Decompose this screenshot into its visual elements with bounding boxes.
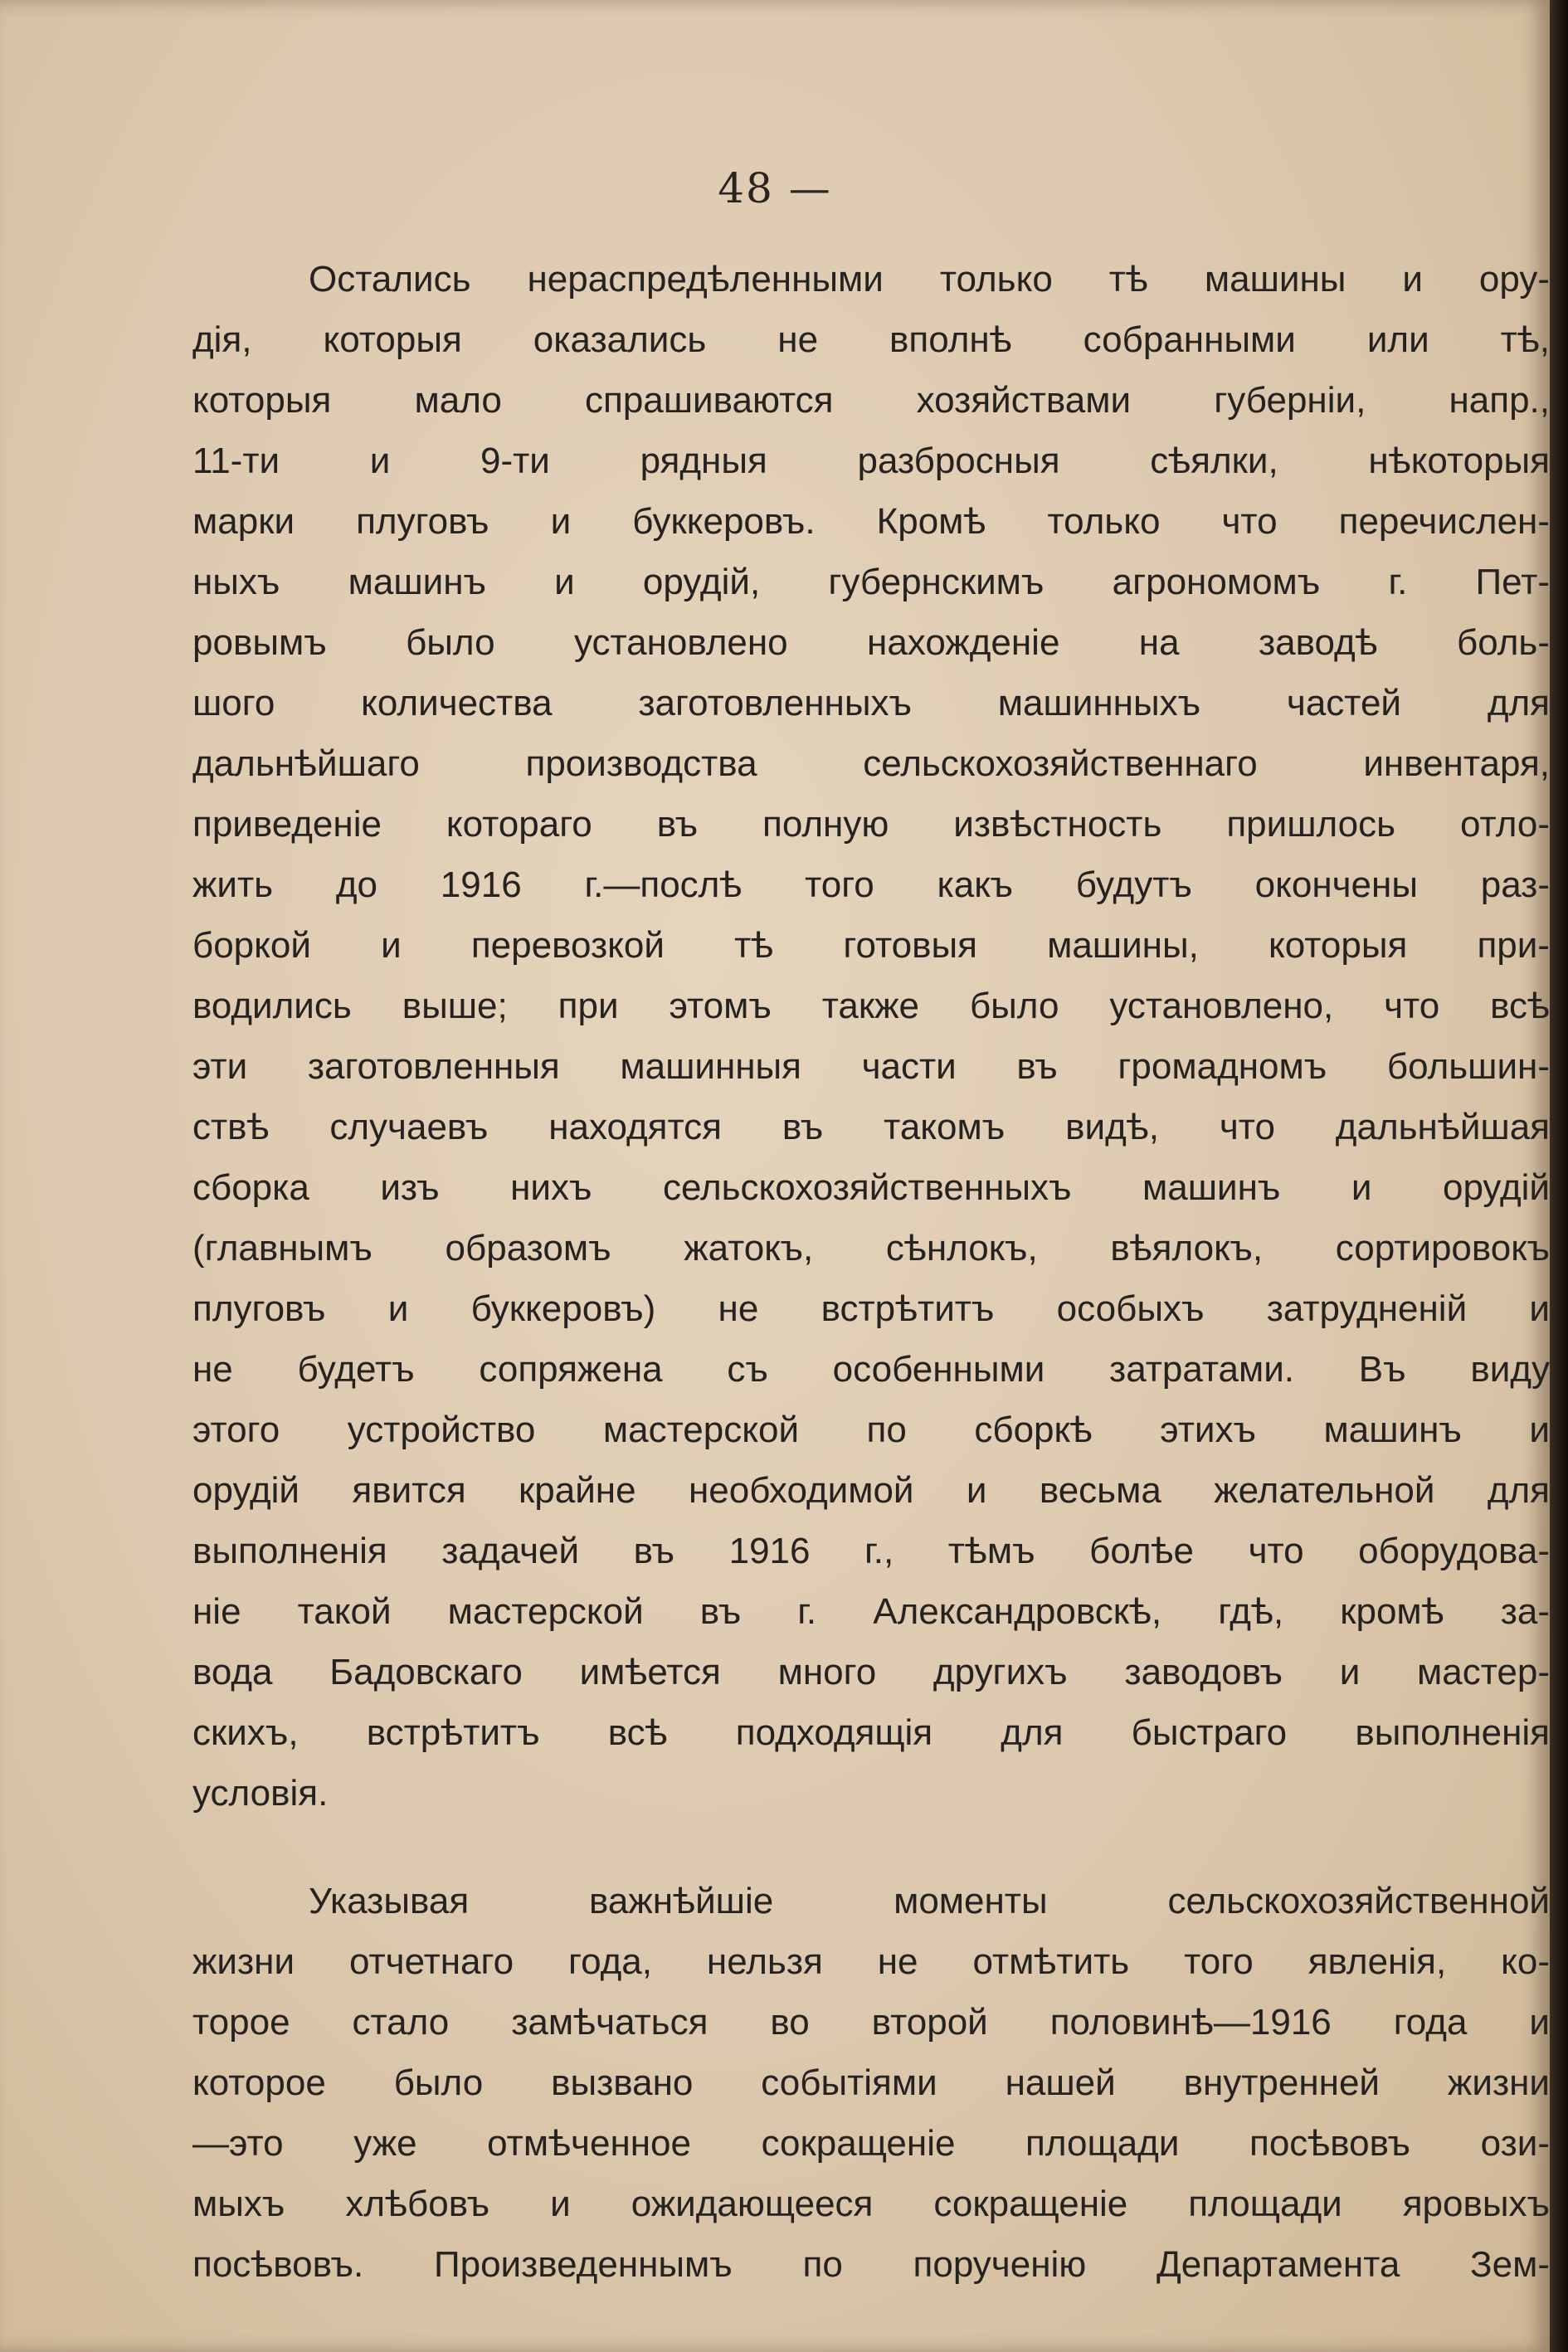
text-line: орудій явится крайне необходимой и весьма желательной для — [192, 1470, 1550, 1511]
text-line: (главнымъ образомъ жатокъ, сѣнлокъ, вѣялокъ, сортировокъ — [192, 1228, 1550, 1269]
page-number: 48 — — [718, 164, 832, 212]
text-line: вода Бадовскаго имѣется много другихъ заводовъ и мастер- — [192, 1652, 1550, 1692]
text-line: Остались нераспредѣленными только тѣ машины и ору- — [309, 259, 1550, 299]
text-line: шого количества заготовленныхъ машинныхъ частей для — [192, 683, 1550, 723]
text-line: —это уже отмѣченное сокращеніе площади посѣвовъ ози- — [192, 2123, 1550, 2164]
text-line: марки плуговъ и буккеровъ. Кромѣ только что перечислен- — [192, 501, 1550, 542]
text-line: Указывая важнѣйшіе моменты сельскохозяйственной — [309, 1881, 1550, 1921]
text-line: которыя мало спрашиваются хозяйствами губерніи, напр., — [192, 380, 1550, 421]
text-line: торое стало замѣчаться во второй половинѣ—1916 года и — [192, 2002, 1550, 2043]
text-line: ніе такой мастерской въ г. Александровскѣ, гдѣ, кромѣ за- — [192, 1591, 1550, 1632]
text-line: плуговъ и буккеровъ) не встрѣтитъ особыхъ затрудненій и — [192, 1288, 1550, 1329]
text-line: мыхъ хлѣбовъ и ожидающееся сокращеніе площади яровыхъ — [192, 2184, 1550, 2224]
text-line: жить до 1916 г.—послѣ того какъ будутъ окончены раз- — [192, 864, 1550, 905]
text-line: этого устройство мастерской по сборкѣ этихъ машинъ и — [192, 1410, 1550, 1450]
text-line: скихъ, встрѣтитъ всѣ подходящія для быстраго выполненія — [192, 1712, 1550, 1753]
text-line: дія, которыя оказались не вполнѣ собранными или тѣ, — [192, 319, 1550, 360]
text-line: выполненія задачей въ 1916 г., тѣмъ болѣе что оборудова- — [192, 1531, 1550, 1571]
text-line: ствѣ случаевъ находятся въ такомъ видѣ, что дальнѣйшая — [192, 1107, 1550, 1147]
text-line: ровымъ было установлено нахожденіе на заводѣ боль- — [192, 622, 1550, 663]
text-line: сборка изъ нихъ сельскохозяйственныхъ машинъ и орудій — [192, 1167, 1550, 1208]
text-line: водились выше; при этомъ также было установлено, что всѣ — [192, 986, 1550, 1026]
paragraph-2 — [192, 1871, 1550, 2295]
text-line: приведеніе котораго въ полную извѣстность пришлось отло- — [192, 804, 1550, 845]
text-line: дальнѣйшаго производства сельскохозяйственнаго инвентаря, — [192, 743, 1550, 784]
paragraph-1 — [192, 249, 1550, 1824]
text-line: боркой и перевозкой тѣ готовыя машины, которыя при- — [192, 925, 1550, 966]
text-line: жизни отчетнаго года, нельзя не отмѣтить того явленія, ко- — [192, 1941, 1550, 1982]
text-line: ныхъ машинъ и орудій, губернскимъ агрономомъ г. Пет- — [192, 562, 1550, 602]
text-line: которое было вызвано событіями нашей внутренней жизни — [192, 2062, 1550, 2103]
text-line: посѣвовъ. Произведеннымъ по порученію Департамента Зем- — [192, 2244, 1550, 2285]
text-line: 11-ти и 9-ти рядныя разбросныя сѣялки, нѣкоторыя — [192, 441, 1550, 481]
text-line: условія. — [192, 1773, 329, 1814]
text-line: эти заготовленныя машинныя части въ громадномъ большин- — [192, 1046, 1550, 1087]
book-binding-edge — [1550, 0, 1568, 2352]
text-line: не будетъ сопряжена съ особенными затратами. Въ виду — [192, 1349, 1550, 1390]
